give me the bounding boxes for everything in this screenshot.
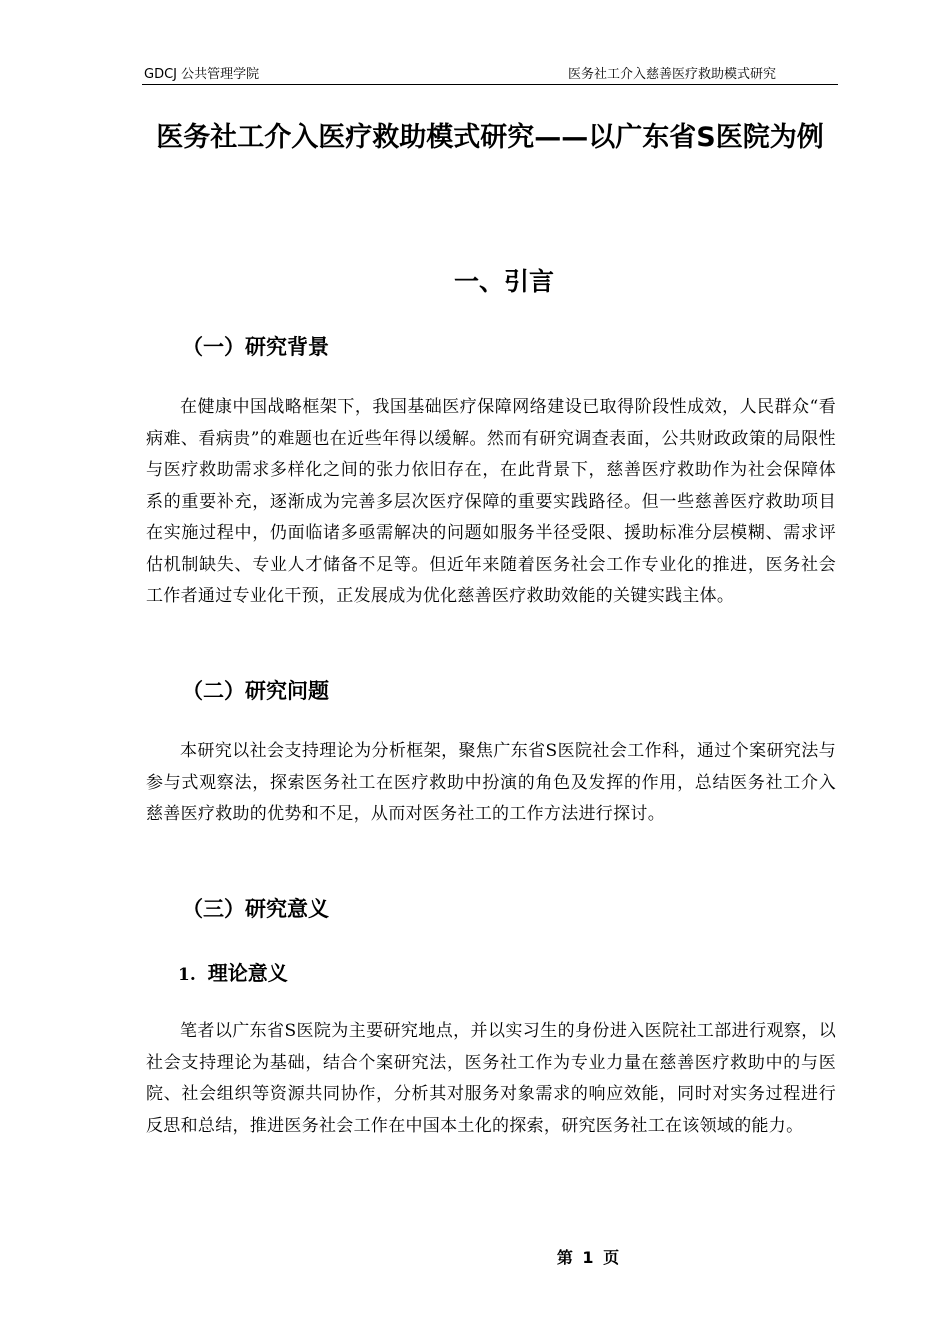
subsection-heading-background: （一）研究背景	[182, 335, 329, 359]
page-number-prefix: 第	[556, 1248, 573, 1267]
section-heading-introduction: 一、引言	[453, 267, 554, 296]
subsection-heading-question: （二）研究问题	[182, 679, 329, 703]
page-footer	[142, 1246, 950, 1270]
page-header	[142, 66, 838, 85]
item-number: 1.	[178, 965, 196, 985]
item-heading-text: 理论意义	[207, 961, 288, 985]
header-school: GDCJ 公共管理学院	[144, 67, 260, 82]
item-heading-theoretical	[178, 958, 288, 990]
page-number: 1	[582, 1248, 594, 1267]
document-title: 医务社工介入医疗救助模式研究——以广东省S医院为例	[156, 122, 824, 153]
paragraph-background: 在健康中国战略框架下，我国基础医疗保障网络建设已取得阶段性成效，人民群众“看病难、看病贵”的难题也在近些年得以缓解。然而有研究调查表面，公共财政政策的局限性与医疗救助需求多样化之间的张力依旧存在，在此背景下，慈善医疗救助作为社会保障体系的重要补充，逐渐成为完善多层次医疗保障的重要实践路径。但一些慈善医疗救助项目在实施过程中，仍面临诸多亟需解决的问题如服务半径受限、援助标准分层模糊、需求评估机制缺失、专业人才储备不足等。但近年来随着医务社会工作专业化的推进，医务社会工作者通过专业化干预，正发展成为优化慈善医疗救助效能的关键实践主体。	[146, 397, 836, 606]
header-short-title: 医务社工介入慈善医疗救助模式研究	[567, 67, 776, 82]
paragraph-theoretical-significance: 笔者以广东省S医院为主要研究地点，并以实习生的身份进入医院社工部进行观察，以社会支持理论为基础，结合个案研究法，医务社工作为专业力量在慈善医疗救助中的与医院、社会组织等资源共同协作，分析其对服务对象需求的响应效能，同时对实务过程进行反思和总结，推进医务社会工作在中国本土化的探索，研究医务社工在该领域的能力。	[146, 1021, 836, 1136]
page-number-suffix: 页	[603, 1248, 620, 1267]
subsection-heading-significance: （三）研究意义	[182, 897, 329, 921]
paragraph-question: 本研究以社会支持理论为分析框架，聚焦广东省S医院社会工作科，通过个案研究法与参与式观察法，探索医务社工在医疗救助中扮演的角色及发挥的作用，总结医务社工介入慈善医疗救助的优势和不足，从而对医务社工的工作方法进行探讨。	[146, 741, 836, 824]
